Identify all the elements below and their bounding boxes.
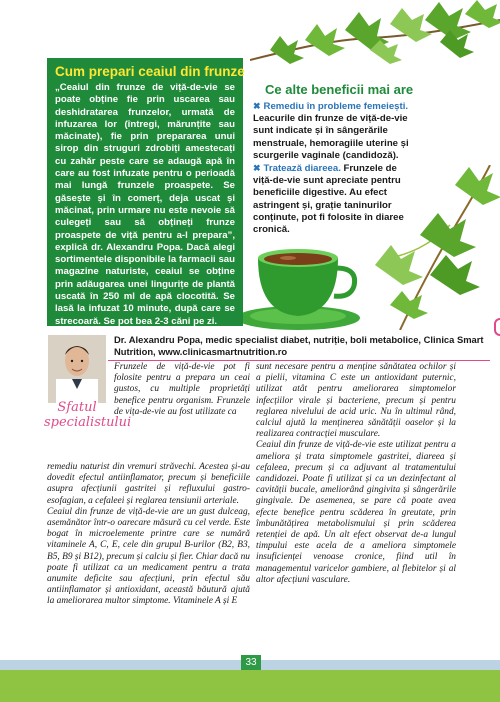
pink-divider (108, 360, 490, 361)
benefit-item (253, 100, 411, 162)
specialist-photo (48, 335, 106, 403)
box-title: Cum prepari ceaiul din frunze (55, 64, 245, 79)
benefit-heading: Tratează diareea. (263, 163, 341, 175)
benefits-title: Ce alte beneficii mai are (265, 82, 414, 97)
page-number: 33 (241, 655, 261, 670)
cross-bullet-icon: ✖ (253, 163, 261, 174)
benefit-heading: Remediu în probleme femeiești. (263, 101, 409, 112)
paragraph: Ceaiul din frunze de viță-de-vie are un gust dulceag, asemănător într-o oarecare măsură cu cel verde. Este bogat în microelemente printre care se numără vitaminele A, C, E, cele din grupul B-urilor (B2, B3, B5, B9 și B12), precum și calciu și fier. Chiar dacă nu poate fi utilizat ca un medicament pentru a trata anumite deficite sau afecțiuni, prin efectul său antiinflamator și antioxidant, această băutură ajută la ameliorarea multor simptome. Vitaminele A și E (47, 506, 250, 607)
specialist-credit: Dr. Alexandru Popa, medic specialist diabet, nutriție, boli metabolice, Clinica Smart Nutrition, www.clinicasmartnutrition.ro (114, 334, 484, 357)
cross-bullet-icon: ✖ (253, 101, 261, 111)
paragraph: remediu naturist din vremuri străvechi. Acestea și-au dovedit efectul antiinflamator, precum și beneficiile asupra afecțiunii gastritei și refluxului gastro-esofagian, a cefaleei și reglarea tensiunii arteriale. (47, 462, 250, 506)
edge-decoration (494, 318, 500, 336)
bottom-band (0, 670, 500, 702)
benefit-text: Leacurile din frunze de viță-de-vie sunt indicate și în sângerările menstruale, hemoragiile uterine și scurgerile vaginale (candidoză). (253, 113, 409, 161)
paragraph: Ceaiul din frunze de viță-de-vie este utilizat pentru a ameliora și trata simptomele gastritei, diareea și cefaleea, precum și ca adjuvant al tratamentului candidozei. Poate fi utilizat și ca un dezinfectant al cavității bucale, ameliorând gingivita și sângerările gingivale. De asemenea, se pare că poate avea efecte benefice pentru scăderea în greutate, prin îmbunătățirea metabolismului și prin scăderea retenției de apă. Un alt efect observat de-a lungul timpului este acela de a ameliora simptomele insuficienței venoase cronice, fiind util în managementul varicelor gambiere, al flebitelor și al altor afecțiuni vasculare. (256, 440, 456, 585)
box-body: „Ceaiul din frunze de viță-de-vie se poate obține fie prin uscarea sau deshidratarea frunzelor, urmată de infuzarea lor (întregi, mărunțite sau măcinate), fie prin prepararea unui sirop din struguri zdrobiți amestecați cu zahăr peste care se adaugă apă în care au fost infuzate pentru o perioadă mai lungă frunzele proaspete. Se găsește și în comerț, deja uscat și măcinat, prin urmare nu este nevoie să culegeți sau să obțineți frunze proaspete de viță pentru a-l prepara”, explică dr. Alexandru Popa. Dacă alegi sortimentele disponibile la farmacii sau magazine naturiste, ceaiul se obține prin adăugarea unei lingurițe de plantă uscată în 250 ml de apă clocotită. Se lasă la infuzat 10 minute, după care se strecoară. Se pot bea 2-3 căni pe zi. (55, 82, 235, 327)
paragraph: sunt necesare pentru a menține sănătatea ochilor și a pielii, vitamina C este un antioxidant puternic, utilizat atât pentru ameliorarea simptomelor infecțiilor virale și bacteriene, precum și pentru reglarea nivelului de acid uric. Nu în ultimul rând, calciul ajută la menținerea sănătății oaselor și la realizarea contracției musculare. (256, 362, 456, 440)
paragraph: Frunzele de viță-de-vie pot fi folosite pentru a prepara un ceai gustos, cu multiple proprietăți benefice pentru organism. Frunzele de vița-de-vie au fost utilizate ca (114, 362, 250, 417)
benefit-text: Frunzele de viță-de-vie sunt apreciate pentru beneficiile digestive. Au efect astringent și, grație taninurilor conținute, pot fi folosite în diaree cronică. (253, 163, 404, 236)
section-label: Sfatul specialistului (44, 400, 132, 430)
article-right-column (256, 362, 456, 586)
benefits-section (253, 82, 414, 236)
article-intro (114, 362, 250, 418)
tea-cup-image (228, 238, 368, 333)
grape-vine-leaves-image (250, 0, 500, 95)
tea-preparation-box (47, 58, 243, 326)
article-left-column (47, 462, 250, 608)
benefit-item (253, 162, 411, 236)
